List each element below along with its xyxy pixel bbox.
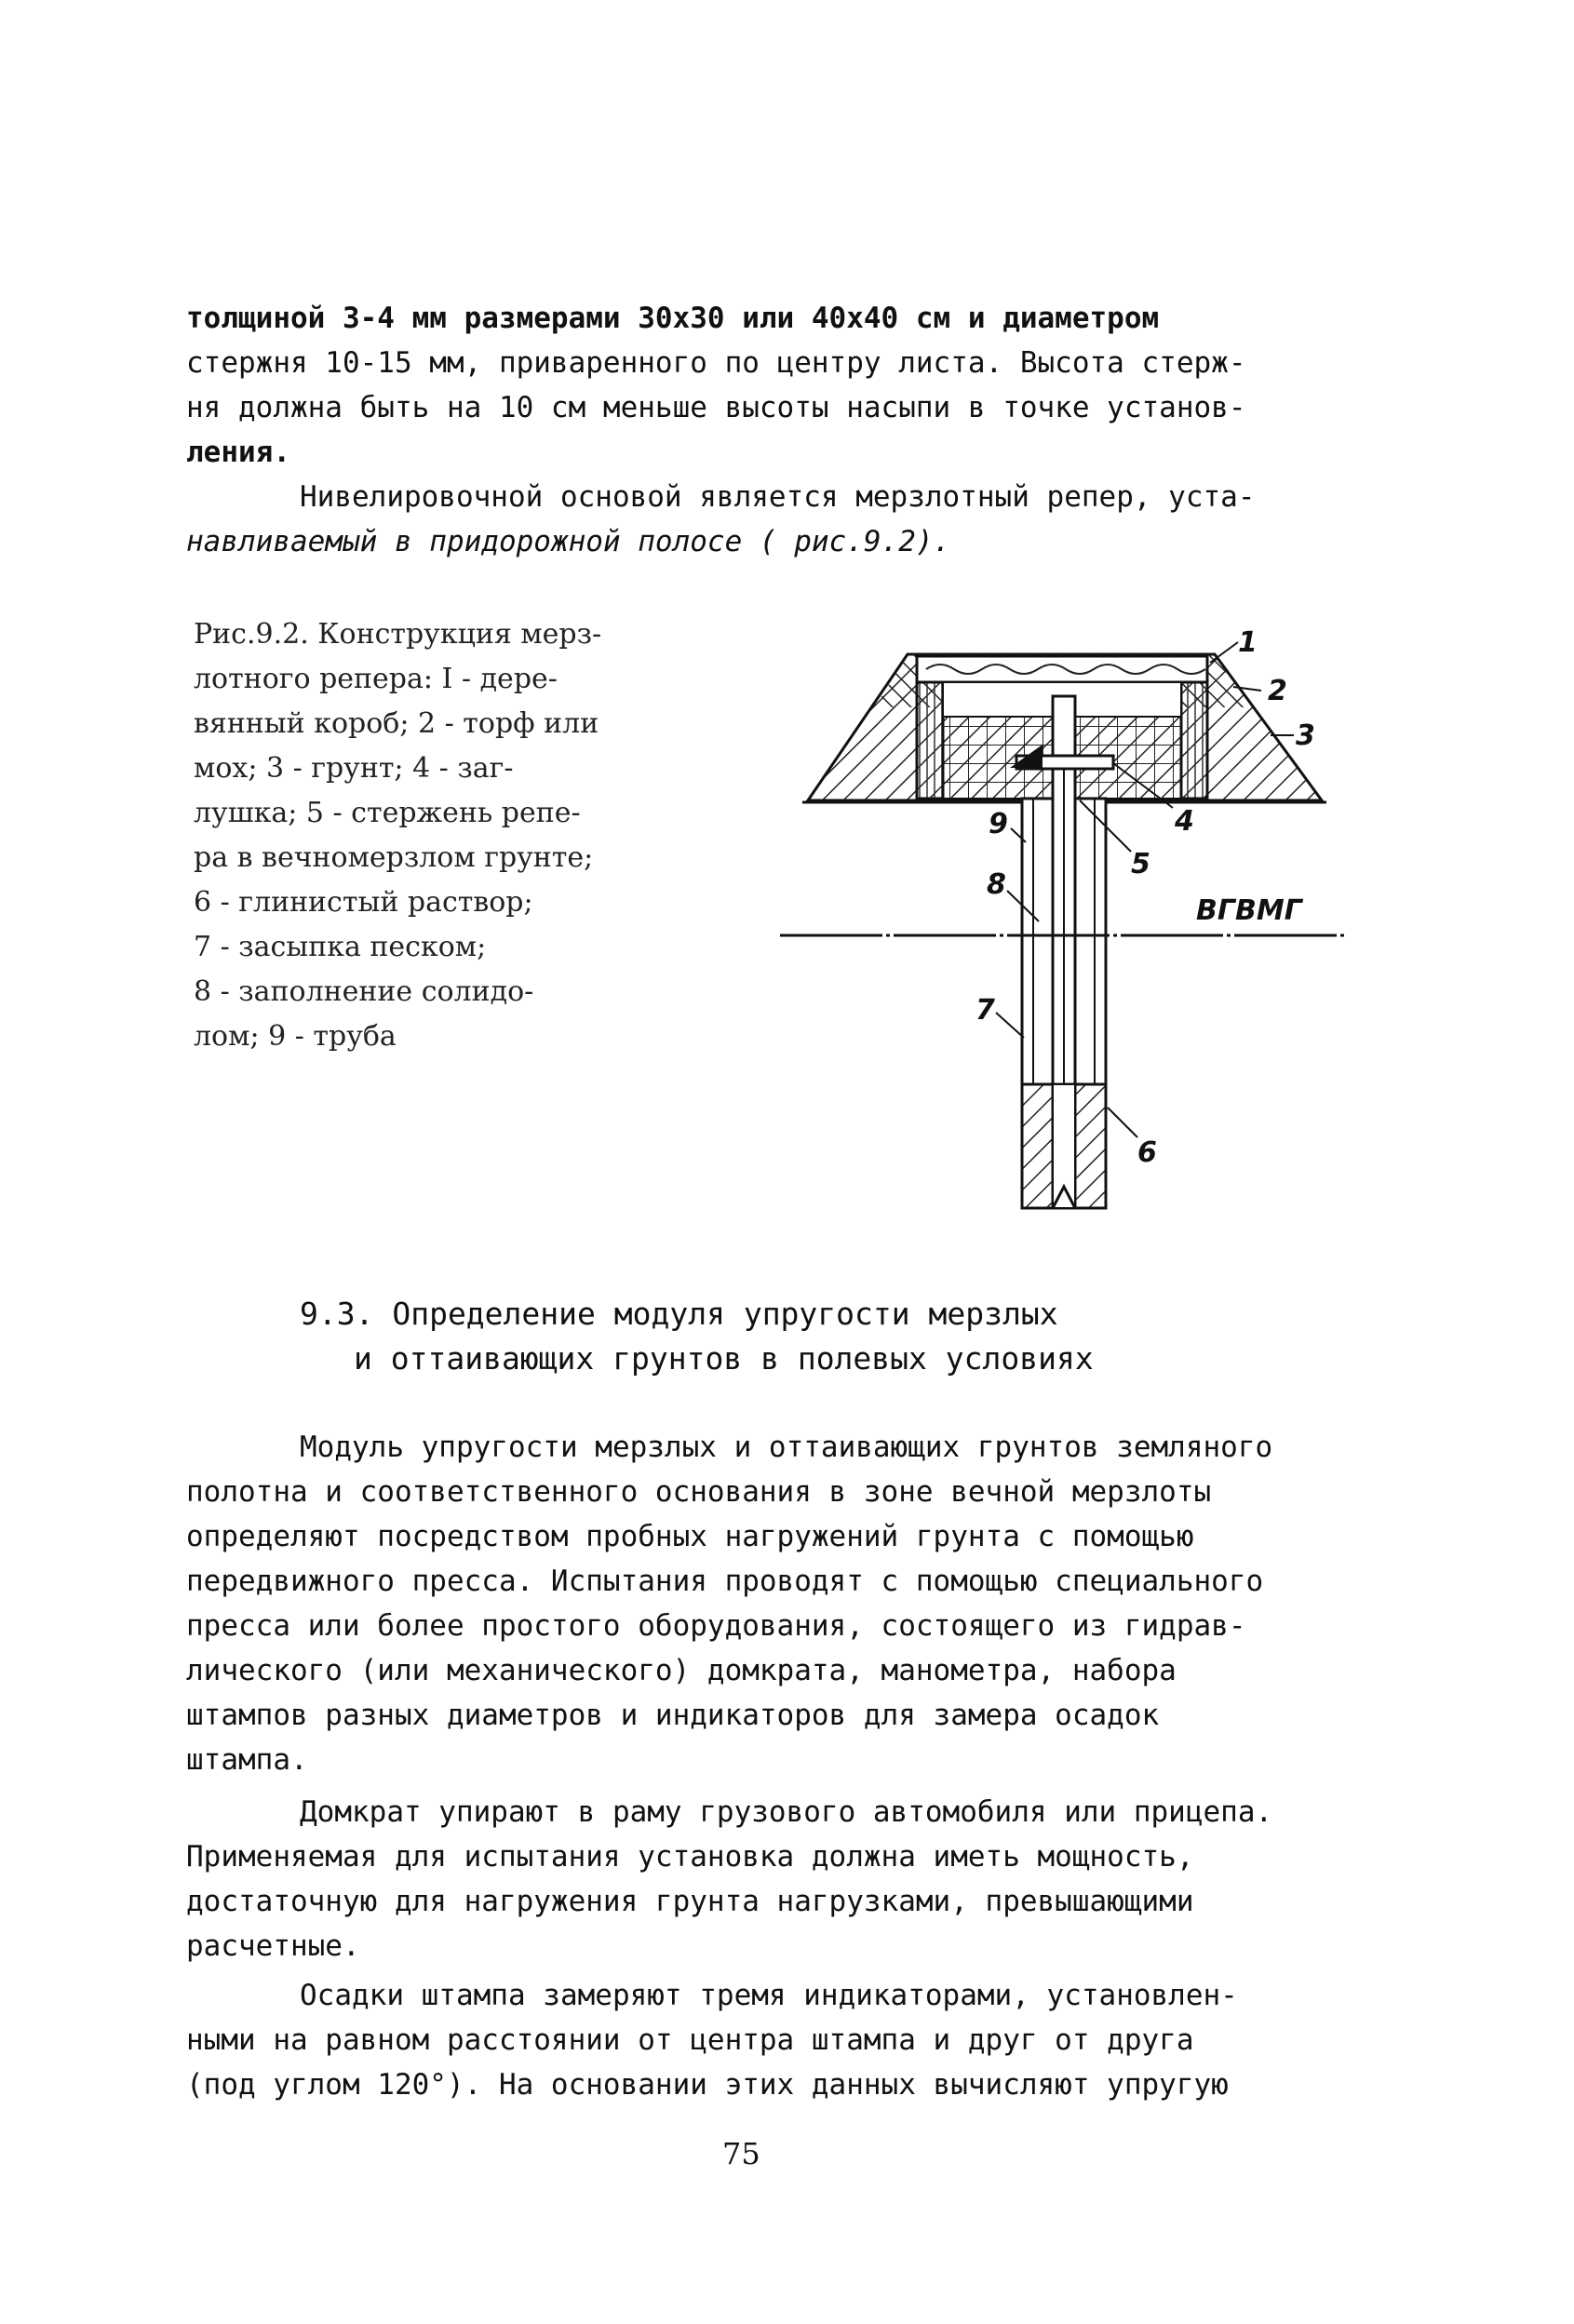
permafrost-label: ВГВМГ — [1196, 894, 1302, 927]
paragraph-5-line-1: Осадки штампа замеряют тремя индикаторами, установлен- — [300, 1979, 1238, 2012]
paragraph-5-line-2: ными на равном расстоянии от центра штампа и друг от друга — [186, 2023, 1194, 2057]
paragraph-4-line-1: Домкрат упирают в раму грузового автомобиля или прицепа. — [300, 1795, 1273, 1829]
paragraph-5-line-3: (под углом 120°). На основании этих данных вычисляют упругую — [186, 2068, 1229, 2102]
page-number: 75 — [722, 2136, 760, 2171]
callout-2: 2 — [1268, 675, 1287, 707]
paragraph-3-line-3: определяют посредством пробных нагружений грунта с помощью — [186, 1520, 1194, 1553]
caption-line-5: лушка; 5 - стержень репе- — [194, 797, 581, 829]
callout-9: 9 — [989, 808, 1008, 840]
paragraph-2-line-1: Нивелировочной основой является мерзлотный репер, уста- — [300, 480, 1256, 514]
caption-line-10: лом; 9 - труба — [194, 1020, 397, 1053]
caption-line-1: Рис.9.2. Конструкция мерз- — [194, 618, 602, 651]
paragraph-4-line-4: расчетные. — [186, 1929, 360, 1963]
paragraph-1-line-4: ления. — [186, 436, 290, 469]
callout-6: 6 — [1137, 1136, 1157, 1169]
callout-5: 5 — [1131, 848, 1150, 880]
box-lid — [917, 656, 1207, 682]
paragraph-3-line-1: Модуль упругости мерзлых и оттаивающих грунтов земляного — [300, 1431, 1273, 1464]
caption-line-6: ра в вечномерзлом грунте; — [194, 841, 594, 874]
box-wall-left — [917, 682, 943, 799]
paragraph-3-line-2: полотна и соответственного основания в зоне вечной мерзлоты — [186, 1475, 1212, 1509]
caption-line-3: вянный короб; 2 - торф или — [194, 707, 599, 740]
caption-line-4: мох; 3 - грунт; 4 - заг- — [194, 752, 514, 785]
paragraph-1-line-1: толщиной 3-4 мм размерами 30х30 или 40х40 см и диаметром — [186, 302, 1160, 335]
paragraph-4-line-3: достаточную для нагружения грунта нагрузками, превышающими — [186, 1885, 1194, 1918]
paragraph-4-line-2: Применяемая для испытания установка должна иметь мощность, — [186, 1840, 1194, 1874]
paragraph-3-line-6: лического (или механического) домкрата, манометра, набора — [186, 1654, 1177, 1687]
section-heading-line-2: и оттаивающих грунтов в полевых условиях — [354, 1340, 1094, 1377]
paragraph-1-line-2: стержня 10-15 мм, приваренного по центру листа. Высота стерж- — [186, 346, 1246, 380]
paragraph-2-line-2: навливаемый в придорожной полосе ( рис.9.2). — [186, 525, 951, 558]
callout-1: 1 — [1238, 626, 1258, 659]
paragraph-3-line-8: штампа. — [186, 1743, 308, 1777]
callout-4: 4 — [1175, 805, 1194, 838]
paragraph-3-line-7: штампов разных диаметров и индикаторов для замера осадок — [186, 1699, 1160, 1732]
paragraph-3-line-5: пресса или более простого оборудования, состоящего из гидрав- — [186, 1609, 1246, 1643]
section-heading-line-1: 9.3. Определение модуля упругости мерзлых — [300, 1296, 1058, 1332]
caption-line-7: 6 - глинистый раствор; — [194, 886, 533, 919]
box-wall-right — [1181, 682, 1207, 799]
caption-line-9: 8 - заполнение солидо- — [194, 975, 534, 1008]
paragraph-3-line-4: передвижного пресса. Испытания проводят с помощью специального — [186, 1565, 1264, 1598]
callout-8: 8 — [987, 868, 1006, 901]
caption-line-8: 7 - засыпка песком; — [194, 931, 487, 963]
caption-line-2: лотного репера: I - дере- — [194, 663, 558, 695]
callout-7: 7 — [975, 994, 995, 1027]
callout-3: 3 — [1296, 719, 1315, 752]
paragraph-1-line-3: ня должна быть на 10 см меньше высоты насыпи в точке установ- — [186, 391, 1246, 424]
